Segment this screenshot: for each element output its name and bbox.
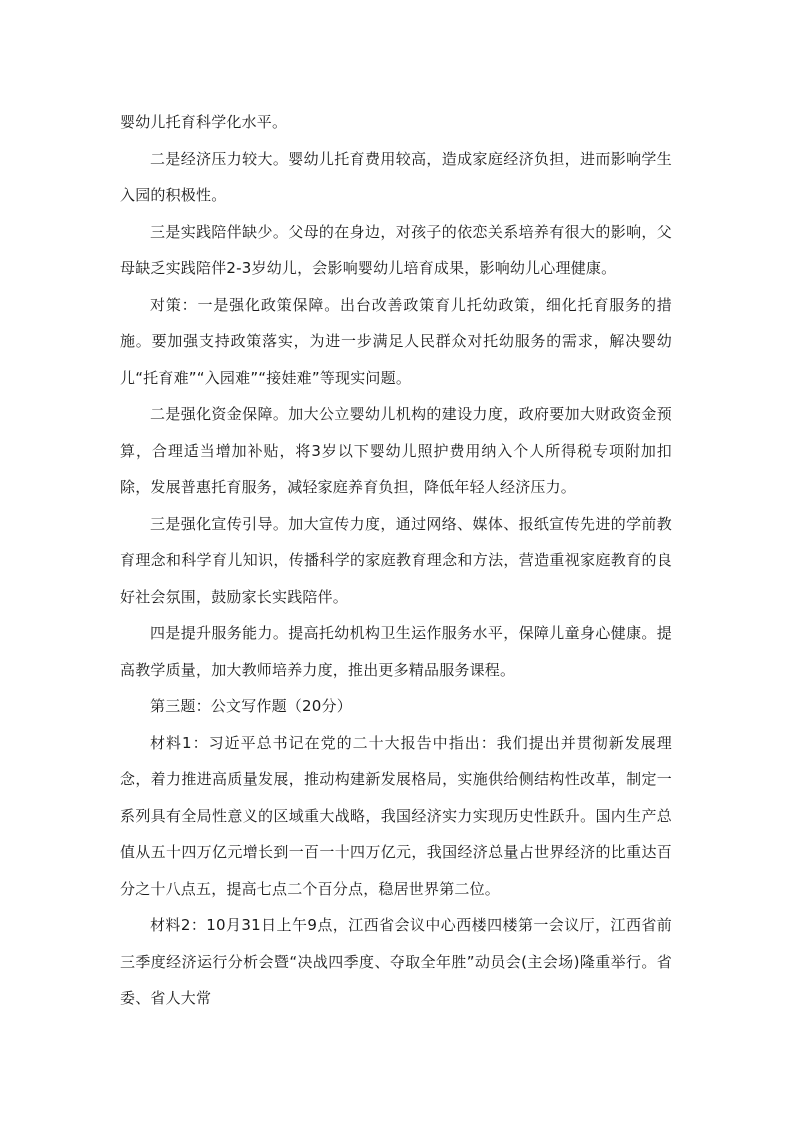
paragraph-3: 三是实践陪伴缺少。父母的在身边，对孩子的依恋关系培养有很大的影响，父母缺乏实践陪伴2-3岁幼儿，会影响婴幼儿培育成果，影响幼儿心理健康。 [120, 222, 672, 277]
section-heading: 第三题：公文写作题（20分） [150, 697, 352, 715]
paragraph-4: 对策：一是强化政策保障。出台改善政策育儿托幼政策，细化托育服务的措施。要加强支持政策落实，为进一步满足人民群众对托幼服务的需求，解决婴幼儿“托育难”“入园难”“接娃难”等现实问题。 [120, 295, 672, 387]
paragraph-10: 材料2：10月31日上午9点，江西省会议中心西楼四楼第一会议厅，江西省前三季度经济运行分析会暨“决战四季度、夺取全年胜”动员会(主会场)隆重举行。省委、省人大常 [120, 916, 672, 1007]
paragraph-6: 三是强化宣传引导。加大宣传力度，通过网络、媒体、报纸宣传先进的学前教育理念和科学育儿知识，传播科学的家庭教育理念和方法，营造重视家庭教育的良好社会氛围，鼓励家长实践陪伴。 [120, 514, 672, 606]
document-page [120, 104, 672, 1017]
paragraph-9: 材料1：习近平总书记在党的二十大报告中指出：我们提出并贯彻新发展理念，着力推进高质量发展，推动构建新发展格局，实施供给侧结构性改革，制定一系列具有全局性意义的区域重大战略，我国经济实力实现历史性跃升。国内生产总值从五十四万亿元增长到一百一十四万亿元，我国经济总量占世界经济的比重达百分之十八点五，提高七点二个百分点，稳居世界第二位。 [120, 733, 672, 898]
paragraph-7: 四是提升服务能力。提高托幼机构卫生运作服务水平，保障儿童身心健康。提高教学质量，加大教师培养力度，推出更多精品服务课程。 [120, 624, 672, 679]
paragraph-2: 二是经济压力较大。婴幼儿托育费用较高，造成家庭经济负担，进而影响学生入园的积极性。 [120, 149, 672, 204]
paragraph-1: 婴幼儿托育科学化水平。 [120, 113, 288, 131]
paragraph-5: 二是强化资金保障。加大公立婴幼儿机构的建设力度，政府要加大财政资金预算，合理适当增加补贴，将3岁以下婴幼儿照护费用纳入个人所得税专项附加扣除，发展普惠托育服务，减轻家庭养育负担，降低年轻人经济压力。 [120, 405, 672, 496]
